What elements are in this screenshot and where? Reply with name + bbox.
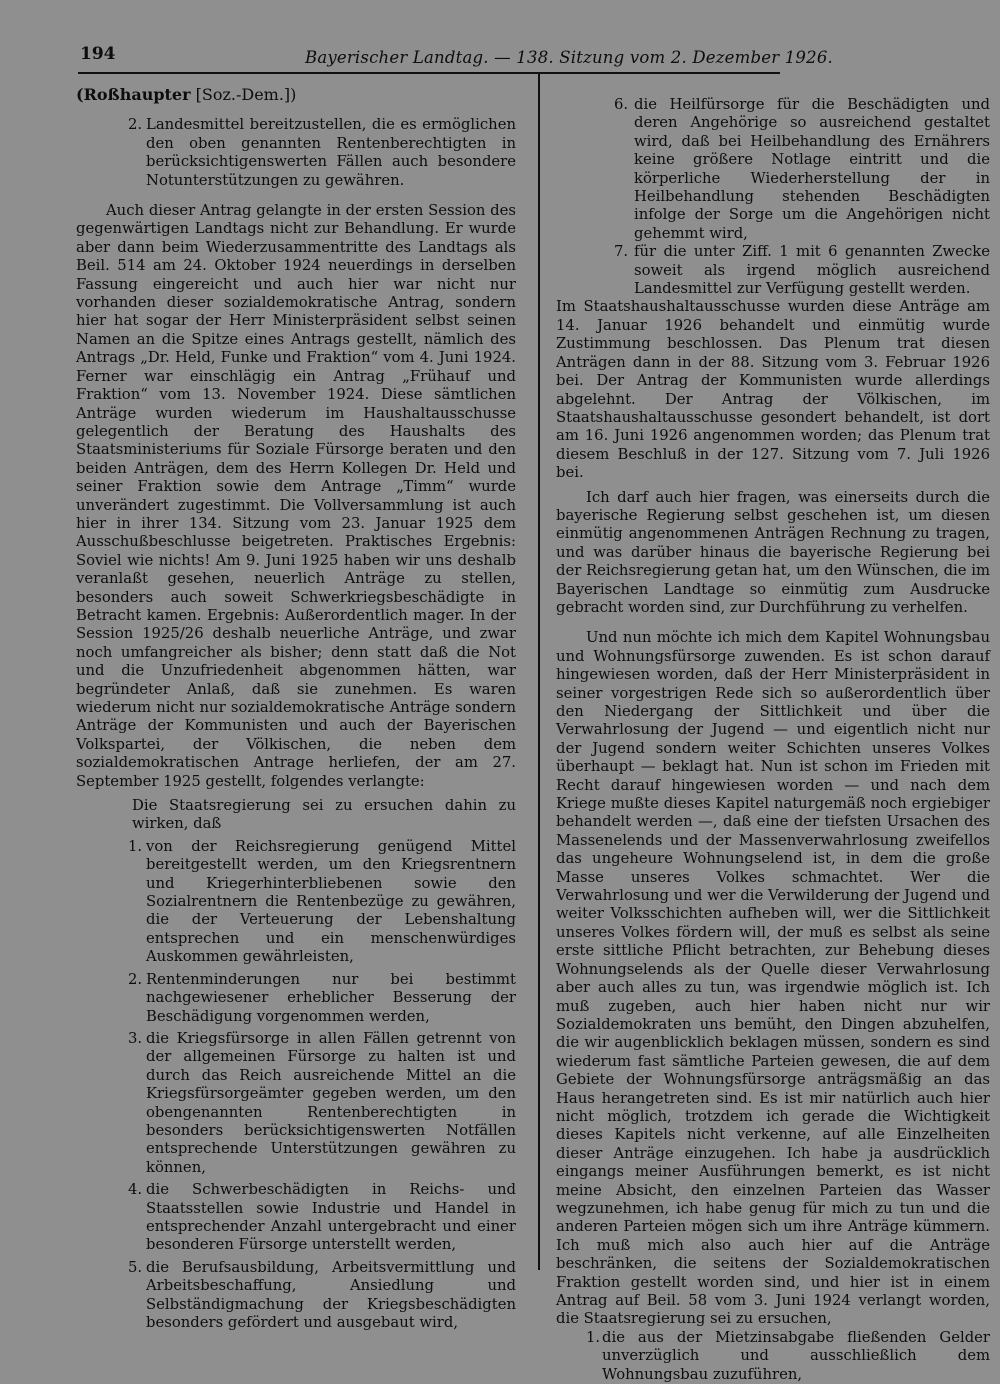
right-column bbox=[556, 96, 990, 1384]
request-list bbox=[76, 838, 516, 1333]
list-item-text: für die unter Ziff. 1 mit 6 genannten Zwecke soweit als irgend möglich ausreichend Landesmittel zur Verfügung gestellt werden. bbox=[634, 243, 990, 298]
speaker-party: [Soz.-Dem.]) bbox=[195, 85, 297, 104]
list-item bbox=[76, 1259, 516, 1333]
list-item-number: 2. bbox=[128, 116, 143, 134]
speaker-line bbox=[76, 86, 516, 104]
list-item-text: die Berufsausbildung, Arbeitsvermittlung und Arbeitsbeschaffung, Ansiedlung und Selbständigmachung der Kriegsbeschädigten besonders gefördert und ausgebaut wird, bbox=[146, 1258, 516, 1331]
list-item-text: Rentenminderungen nur bei bestimmt nachgewiesener erheblicher Besserung der Beschädigung vorgenommen werden, bbox=[146, 970, 516, 1025]
list-item-number: 2. bbox=[128, 970, 143, 988]
list-item-number: 1. bbox=[128, 837, 143, 855]
list-item-text: die Heilfürsorge für die Beschädigten und deren Angehörige so ausreichend gestaltet wird, daß bei Heilbehandlung des Ernährers keine größere Notlage eintritt und die körperliche Wiederherstellung der in Heilbehandlung stehenden Beschädigten infolge der Sorge um die Angehörigen nicht gehemmt wird, bbox=[634, 96, 990, 242]
left-column bbox=[76, 86, 516, 1332]
paragraph: Und nun möchte ich mich dem Kapitel Wohnungsbau und Wohnungsfürsorge zuwenden. Es ist schon darauf hingewiesen worden, daß der Herr Ministerpräsident in seiner vorgestrigen Rede sich so außerordentlich über den Niedergang der Sittlichkeit und über die Verwahrlosung der Jugend — und eigentlich nicht nur der Jugend sondern weiter Schichten unseres Volkes überhaupt — beklagt hat. Nun ist schon im Frieden mit Recht darauf hingewiesen worden — und nach dem Kriege mußte dieses Kapitel naturgemäß noch ergiebiger behandelt werden —, daß eine der tiefsten Ursachen des Massenelends und der Massenverwahrlosung zweifellos das ungeheure Wohnungselend ist, in dem die große Masse unseres Volkes schmachtet. Wer die Verwahrlosung und wer die Verwilderung der Jugend und weiter Volksschichten aufheben will, wer die Sittlichkeit unseres Volkes fördern will, der muß es selbst als seine erste sittliche Pflicht betrachten, zur Behebung dieses Wohnungselends als der Quelle dieser Verwahrlosung aber auch alles zu tun, was irgendwie möglich ist. Ich muß zugeben, auch hier haben nicht nur wir Sozialdemokraten uns bemüht, den Dingen abzuhelfen, die wir augenblicklich beklagen müssen, sondern es sind wiederum fast sämtliche Parteien gewesen, die auf dem Gebiete der Wohnungsfürsorge anträgsmäßig an das Haus herangetreten sind. Es ist mir natürlich auch hier nicht möglich, trotzdem ich gerade die Wichtigkeit dieses Kapitels nicht verkenne, auf alle Einzelheiten dieser Anträge einzugehen. Ich habe ja ausdrücklich eingangs meiner Ausführungen bemerkt, es ist nicht meine Absicht, den einzelnen Parteien das Wasser wegzunehmen, ich habe genug für mich zu tun und die anderen Parteien mögen sich um ihre Anträge kümmern. Ich muß mich also auch hier auf die Anträge beschränken, die seitens der Sozialdemokratischen Fraktion gestellt worden sind, und hier ist in einem Antrag auf Beil. 58 vom 3. Juni 1924 verlangt worden, die Staatsregierung sei zu ersuchen, bbox=[556, 629, 990, 1328]
list-item bbox=[76, 1181, 516, 1255]
list-item bbox=[76, 116, 516, 190]
paragraph: Ich darf auch hier fragen, was einerseits durch die bayerische Regierung selbst geschehen ist, um diesen einmütig angenommenen Anträgen Rechnung zu tragen, und was darüber hinaus die bayerische Regierung bei der Reichsregierung getan hat, um den Wünschen, die im Bayerischen Landtage so einmütig zum Ausdrucke gebracht worden sind, zur Durchführung zu verhelfen. bbox=[556, 488, 991, 616]
paragraph: Auch dieser Antrag gelangte in der ersten Session des gegenwärtigen Landtags nicht zur Behandlung. Er wurde aber dann beim Wiederzusammentritte des Landtags als Beil. 514 am 24. Oktober 1924 neuerdings in derselben Fassung eingereicht und auch hier war nicht nur vorhanden dieser sozialdemokratische Antrag, sondern hier hat sogar der Herr Ministerpräsident selbst seinen Namen an die Spitze eines Antrags gestellt, nämlich des Antrags „Dr. Held, Funke und Fraktion“ vom 4. Juni 1924. Ferner war einschlägig ein Antrag „Frühauf und Fraktion“ vom 13. November 1924. Diese sämtlichen Anträge wurden wiederum im Haushaltausschusse gelegentlich der Beratung des Haushalts des Staatsministeriums für Soziale Fürsorge beraten und den beiden Anträgen, dem des Herrn Kollegen Dr. Held und seiner Fraktion sowie dem Antrage „Timm“ wurde unverändert zugestimmt. Die Vollversammlung ist auch hier in ihrer 134. Sitzung vom 23. Januar 1925 dem Ausschußbeschlusse beigetreten. Praktisches Ergebnis: Soviel wie nichts! Am 9. Juni 1925 haben wir uns deshalb veranlaßt gesehen, neuerlich Anträge zu stellen, besonders auch soweit Schwerkriegsbeschädigte in Betracht kamen. Ergebnis: Außerordentlich mager. In der Session 1925/26 deshalb neuerliche Anträge, und zwar noch umfangreicher als bisher; denn statt daß die Not und die Unzufriedenheit abgenommen hätten, war begründeter Anlaß, daß sie zunehmen. Es waren wiederum nicht nur sozialdemokratische Anträge sondern Anträge der Kommunisten und auch der Bayerischen Volkspartei, der Völkischen, die neben dem sozialdemokratischen Antrage herliefen, der am 27. September 1925 gestellt, folgendes verlangte: bbox=[76, 202, 516, 790]
list-item-number: 1. bbox=[586, 1328, 601, 1346]
list-item-number: 3. bbox=[128, 1029, 143, 1047]
list-item bbox=[76, 1030, 516, 1177]
list-item-text: von der Reichsregierung genügend Mittel bereitgestellt werden, um den Kriegsrentnern und Kriegerhinterbliebenen sowie den Sozialrentnern die Rentenbezüge zu gewähren, die der Verteuerung der Lebenshaltung entsprechen und ein menschenwürdiges Auskommen gewährleisten, bbox=[146, 837, 516, 966]
list-item bbox=[76, 971, 516, 1026]
list-item-text: die aus der Mietzinsabgabe fließenden Gelder unverzüglich und ausschließlich dem Wohnungsbau zuzuführen, bbox=[602, 1328, 990, 1383]
paragraph: Im Staatshaushaltausschusse wurden diese Anträge am 14. Januar 1926 behandelt und einmütig wurde Zustimmung beschlossen. Das Plenum trat diesen Anträgen dann in der 88. Sitzung vom 3. Februar 1926 bei. Der Antrag der Kommunisten wurde allerdings abgelehnt. Der Antrag der Völkischen, im Staatshaushaltausschusse gesondert behandelt, ist dort am 16. Juni 1926 angenommen worden; das Plenum trat diesem Beschluß in der 127. Sitzung vom 7. Juli 1926 bei. bbox=[556, 298, 990, 482]
header-rule bbox=[78, 72, 780, 74]
request-list-continued bbox=[556, 96, 990, 298]
quoted-request: Die Staatsregierung sei zu ersuchen dahin zu wirken, daß bbox=[132, 797, 516, 833]
list-item bbox=[556, 243, 990, 298]
list-item-number: 4. bbox=[128, 1181, 143, 1199]
page-number: 194 bbox=[80, 44, 116, 64]
list-item-text: die Schwerbeschädigten in Reichs- und Staatsstellen sowie Industrie und Handel in entsprechender Anzahl untergebracht und einer besonderen Fürsorge unterstellt werden, bbox=[146, 1181, 516, 1254]
list-item-text: Landesmittel bereitzustellen, die es ermöglichen den oben genannten Rentenberechtigten in berücksichtigenswerten Fällen auch besondere Notunterstützungen zu gewähren. bbox=[146, 116, 516, 189]
speaker-name: (Roßhaupter bbox=[76, 85, 191, 104]
list-item bbox=[556, 96, 990, 243]
list-item bbox=[556, 1329, 990, 1384]
list-item bbox=[76, 838, 516, 967]
list-item-text: die Kriegsfürsorge in allen Fällen getrennt von der allgemeinen Fürsorge zu halten ist und durch das Reich ausreichende Mittel an die Kriegsfürsorgeämter gegeben werden, um den obengenannten Rentenberechtigten in besonders berücksichtigenswerten Notfällen entsprechende Unterstützungen gewähren zu können, bbox=[146, 1029, 516, 1176]
list-item-number: 7. bbox=[614, 243, 629, 261]
list-item-number: 5. bbox=[128, 1258, 143, 1276]
column-divider bbox=[538, 74, 540, 1270]
list-item-number: 6. bbox=[614, 96, 629, 113]
running-title: Bayerischer Landtag. — 138. Sitzung vom 2. Dezember 1926. bbox=[305, 48, 833, 67]
